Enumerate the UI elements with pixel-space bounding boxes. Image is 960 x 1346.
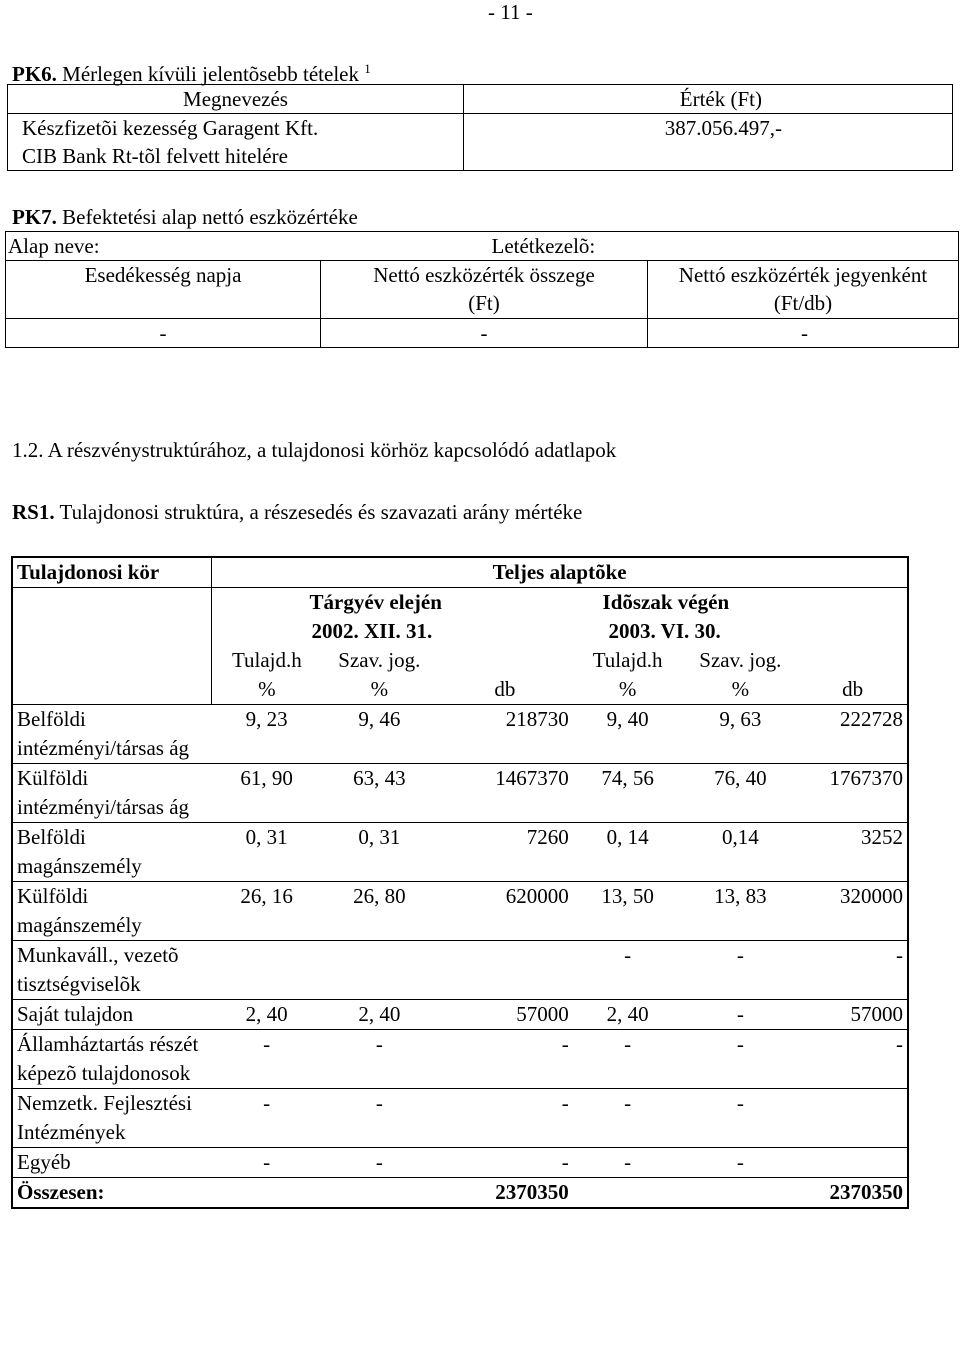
rs1-row-value: -	[212, 1148, 322, 1178]
rs1-sub-szav-line1: Szav. jog.	[699, 648, 782, 672]
rs1-title: Tulajdonosi struktúra, a részesedés és szavazati arány mértéke	[59, 500, 583, 524]
pk6-footnote: 1	[364, 61, 371, 76]
rs1-row-label: Belföldi intézményi/társas ág	[12, 705, 212, 764]
pk6-row-value: 387.056.497,-	[464, 114, 953, 171]
rs1-sub-tulajd-line2: %	[258, 677, 276, 701]
rs1-row	[12, 1089, 908, 1148]
rs1-heading	[12, 499, 582, 525]
pk6-code: PK6.	[12, 62, 57, 86]
rs1-sub-tulajd-line1: Tulajd.h	[231, 648, 302, 672]
rs1-row-value: -	[437, 1030, 573, 1089]
rs1-row-value: 620000	[437, 882, 573, 941]
pk7-col3-line2: (Ft/db)	[773, 291, 833, 315]
rs1-row-value: -	[683, 1000, 799, 1030]
rs1-row-value: 76, 40	[683, 764, 799, 823]
rs1-row-value: -	[798, 1030, 908, 1089]
rs1-row	[12, 823, 908, 882]
pk7-row-cell: -	[6, 319, 321, 348]
rs1-row-value: 61, 90	[212, 764, 322, 823]
rs1-sub-tulajd-end	[573, 646, 683, 705]
pk7-col2-line1: Nettó eszközérték összege	[373, 263, 595, 287]
rs1-sub-db-start: db	[494, 677, 516, 701]
rs1-col-owner: Tulajdonosi kör	[12, 557, 212, 588]
rs1-row-label: Külföldi intézményi/társas ág	[12, 764, 212, 823]
rs1-row-value: 1767370	[798, 764, 908, 823]
rs1-row-value: -	[573, 1148, 683, 1178]
pk7-col3-line1: Nettó eszközérték jegyenként	[678, 263, 928, 287]
pk6-row-name	[8, 114, 464, 171]
rs1-row-value: -	[212, 1030, 322, 1089]
rs1-row-label: Külföldi magánszemély	[12, 882, 212, 941]
rs1-sub-tulajd-start	[212, 646, 322, 705]
rs1-row-value: 9, 23	[212, 705, 322, 764]
rs1-row-value: 7260	[437, 823, 573, 882]
rs1-row-value	[212, 941, 322, 1000]
pk7-col2-line2: (Ft)	[468, 291, 500, 315]
rs1-row-value: 13, 50	[573, 882, 683, 941]
rs1-row-value: -	[798, 941, 908, 1000]
pk7-col3	[648, 261, 959, 319]
pk6-header-name: Megnevezés	[8, 85, 464, 114]
rs1-row-value: 26, 80	[322, 882, 438, 941]
rs1-row-value	[322, 941, 438, 1000]
rs1-total-label: Összesen:	[12, 1178, 212, 1209]
rs1-period-end-line1: Idõszak végén	[602, 590, 730, 614]
rs1-code: RS1.	[12, 500, 55, 524]
page-number: - 11 -	[488, 0, 533, 24]
pk7-col2	[321, 261, 648, 319]
rs1-row	[12, 764, 908, 823]
rs1-row-value: -	[683, 941, 799, 1000]
rs1-row-label: Államháztartás részét képezõ tulajdonosok	[12, 1030, 212, 1089]
rs1-row-value: 57000	[798, 1000, 908, 1030]
pk6-table	[7, 84, 953, 171]
rs1-row-value: -	[573, 941, 683, 1000]
rs1-row-value: 3252	[798, 823, 908, 882]
rs1-row-value: -	[212, 1089, 322, 1148]
rs1-row-value	[798, 1089, 908, 1148]
pk7-title: Befektetési alap nettó eszközértéke	[62, 205, 358, 229]
rs1-total-start: 2370350	[437, 1178, 573, 1209]
rs1-row-value: 218730	[437, 705, 573, 764]
rs1-period-start-line1: Tárgyév elején	[309, 590, 442, 614]
rs1-row-value: -	[573, 1089, 683, 1148]
rs1-period-start-line2: 2002. XII. 31.	[311, 619, 433, 643]
pk6-row-name-line1: Készfizetõi kezesség Garagent Kft.	[22, 116, 319, 140]
rs1-row-value: 9, 63	[683, 705, 799, 764]
rs1-row-value: 9, 40	[573, 705, 683, 764]
pk7-row-cell: -	[648, 319, 959, 348]
pk7-fund-name-label: Alap neve:	[6, 232, 648, 261]
rs1-row-value: 2, 40	[322, 1000, 438, 1030]
rs1-row-value: 0,14	[683, 823, 799, 882]
rs1-row-value: 222728	[798, 705, 908, 764]
rs1-period-end	[602, 588, 908, 647]
rs1-row	[12, 705, 908, 764]
rs1-row-value: -	[683, 1089, 799, 1148]
rs1-row	[12, 1030, 908, 1089]
rs1-sub-tulajd-line2: %	[618, 677, 637, 701]
pk6-header-value: Érték (Ft)	[464, 85, 953, 114]
rs1-row-value: 13, 83	[683, 882, 799, 941]
rs1-col-total: Teljes alaptõke	[212, 557, 908, 588]
rs1-row-value: -	[437, 1089, 573, 1148]
rs1-sub-szav-line1: Szav. jog.	[338, 648, 421, 672]
rs1-row-value: 2, 40	[212, 1000, 322, 1030]
rs1-row-value: 26, 16	[212, 882, 322, 941]
rs1-row-value: 0, 14	[573, 823, 683, 882]
rs1-row-value: -	[322, 1030, 438, 1089]
rs1-row-value: 9, 46	[322, 705, 438, 764]
rs1-row-label: Egyéb	[12, 1148, 212, 1178]
rs1-row-value: -	[322, 1148, 438, 1178]
pk7-row-cell: -	[321, 319, 648, 348]
rs1-row-value: -	[683, 1030, 799, 1089]
pk7-custodian-label: Letétkezelõ:	[491, 234, 596, 258]
rs1-total-end: 2370350	[798, 1178, 908, 1209]
rs1-row-value: 1467370	[437, 764, 573, 823]
rs1-table	[11, 556, 909, 1209]
rs1-row-value: -	[573, 1030, 683, 1089]
rs1-row-value: 2, 40	[573, 1000, 683, 1030]
rs1-row-label: Belföldi magánszemély	[12, 823, 212, 882]
pk7-heading	[12, 204, 358, 230]
rs1-sub-szav-line2: %	[370, 677, 389, 701]
rs1-sub-szav-end	[683, 646, 799, 705]
rs1-row-value: -	[683, 1148, 799, 1178]
rs1-period-start	[309, 588, 573, 647]
rs1-row-value: -	[437, 1148, 573, 1178]
rs1-owner-spacer	[12, 588, 212, 705]
rs1-row-label: Nemzetk. Fejlesztési Intézmények	[12, 1089, 212, 1148]
rs1-row-label: Saját tulajdon	[12, 1000, 212, 1030]
rs1-sub-szav-start	[322, 646, 438, 705]
pk6-heading	[12, 56, 371, 87]
pk7-custodian-cell	[491, 232, 959, 261]
rs1-row-value	[437, 941, 573, 1000]
rs1-row-value: 63, 43	[322, 764, 438, 823]
pk7-code: PK7.	[12, 205, 57, 229]
rs1-row-label: Munkaváll., vezetõ tisztségviselõk	[12, 941, 212, 1000]
rs1-row	[12, 1000, 908, 1030]
rs1-row-value: 320000	[798, 882, 908, 941]
rs1-row-value: -	[322, 1089, 438, 1148]
rs1-row-value	[798, 1148, 908, 1178]
rs1-sub-szav-line2: %	[731, 677, 750, 701]
pk7-table	[5, 231, 959, 348]
rs1-period-end-line2: 2003. VI. 30.	[608, 619, 721, 643]
pk6-row-name-line2: CIB Bank Rt-tõl felvett hitelére	[22, 144, 288, 168]
rs1-row-value: 0, 31	[322, 823, 438, 882]
rs1-sub-tulajd-line1: Tulajd.h	[592, 648, 663, 672]
section-heading: 1.2. A részvénystruktúrához, a tulajdonosi körhöz kapcsolódó adatlapok	[12, 438, 617, 462]
rs1-row	[12, 941, 908, 1000]
rs1-row-value: 74, 56	[573, 764, 683, 823]
pk7-col1: Esedékesség napja	[6, 261, 321, 319]
rs1-row-value: 57000	[437, 1000, 573, 1030]
rs1-row-value: 0, 31	[212, 823, 322, 882]
rs1-row	[12, 882, 908, 941]
rs1-sub-db-end: db	[842, 677, 864, 701]
rs1-row	[12, 1148, 908, 1178]
pk6-title: Mérlegen kívüli jelentõsebb tételek	[62, 62, 359, 86]
